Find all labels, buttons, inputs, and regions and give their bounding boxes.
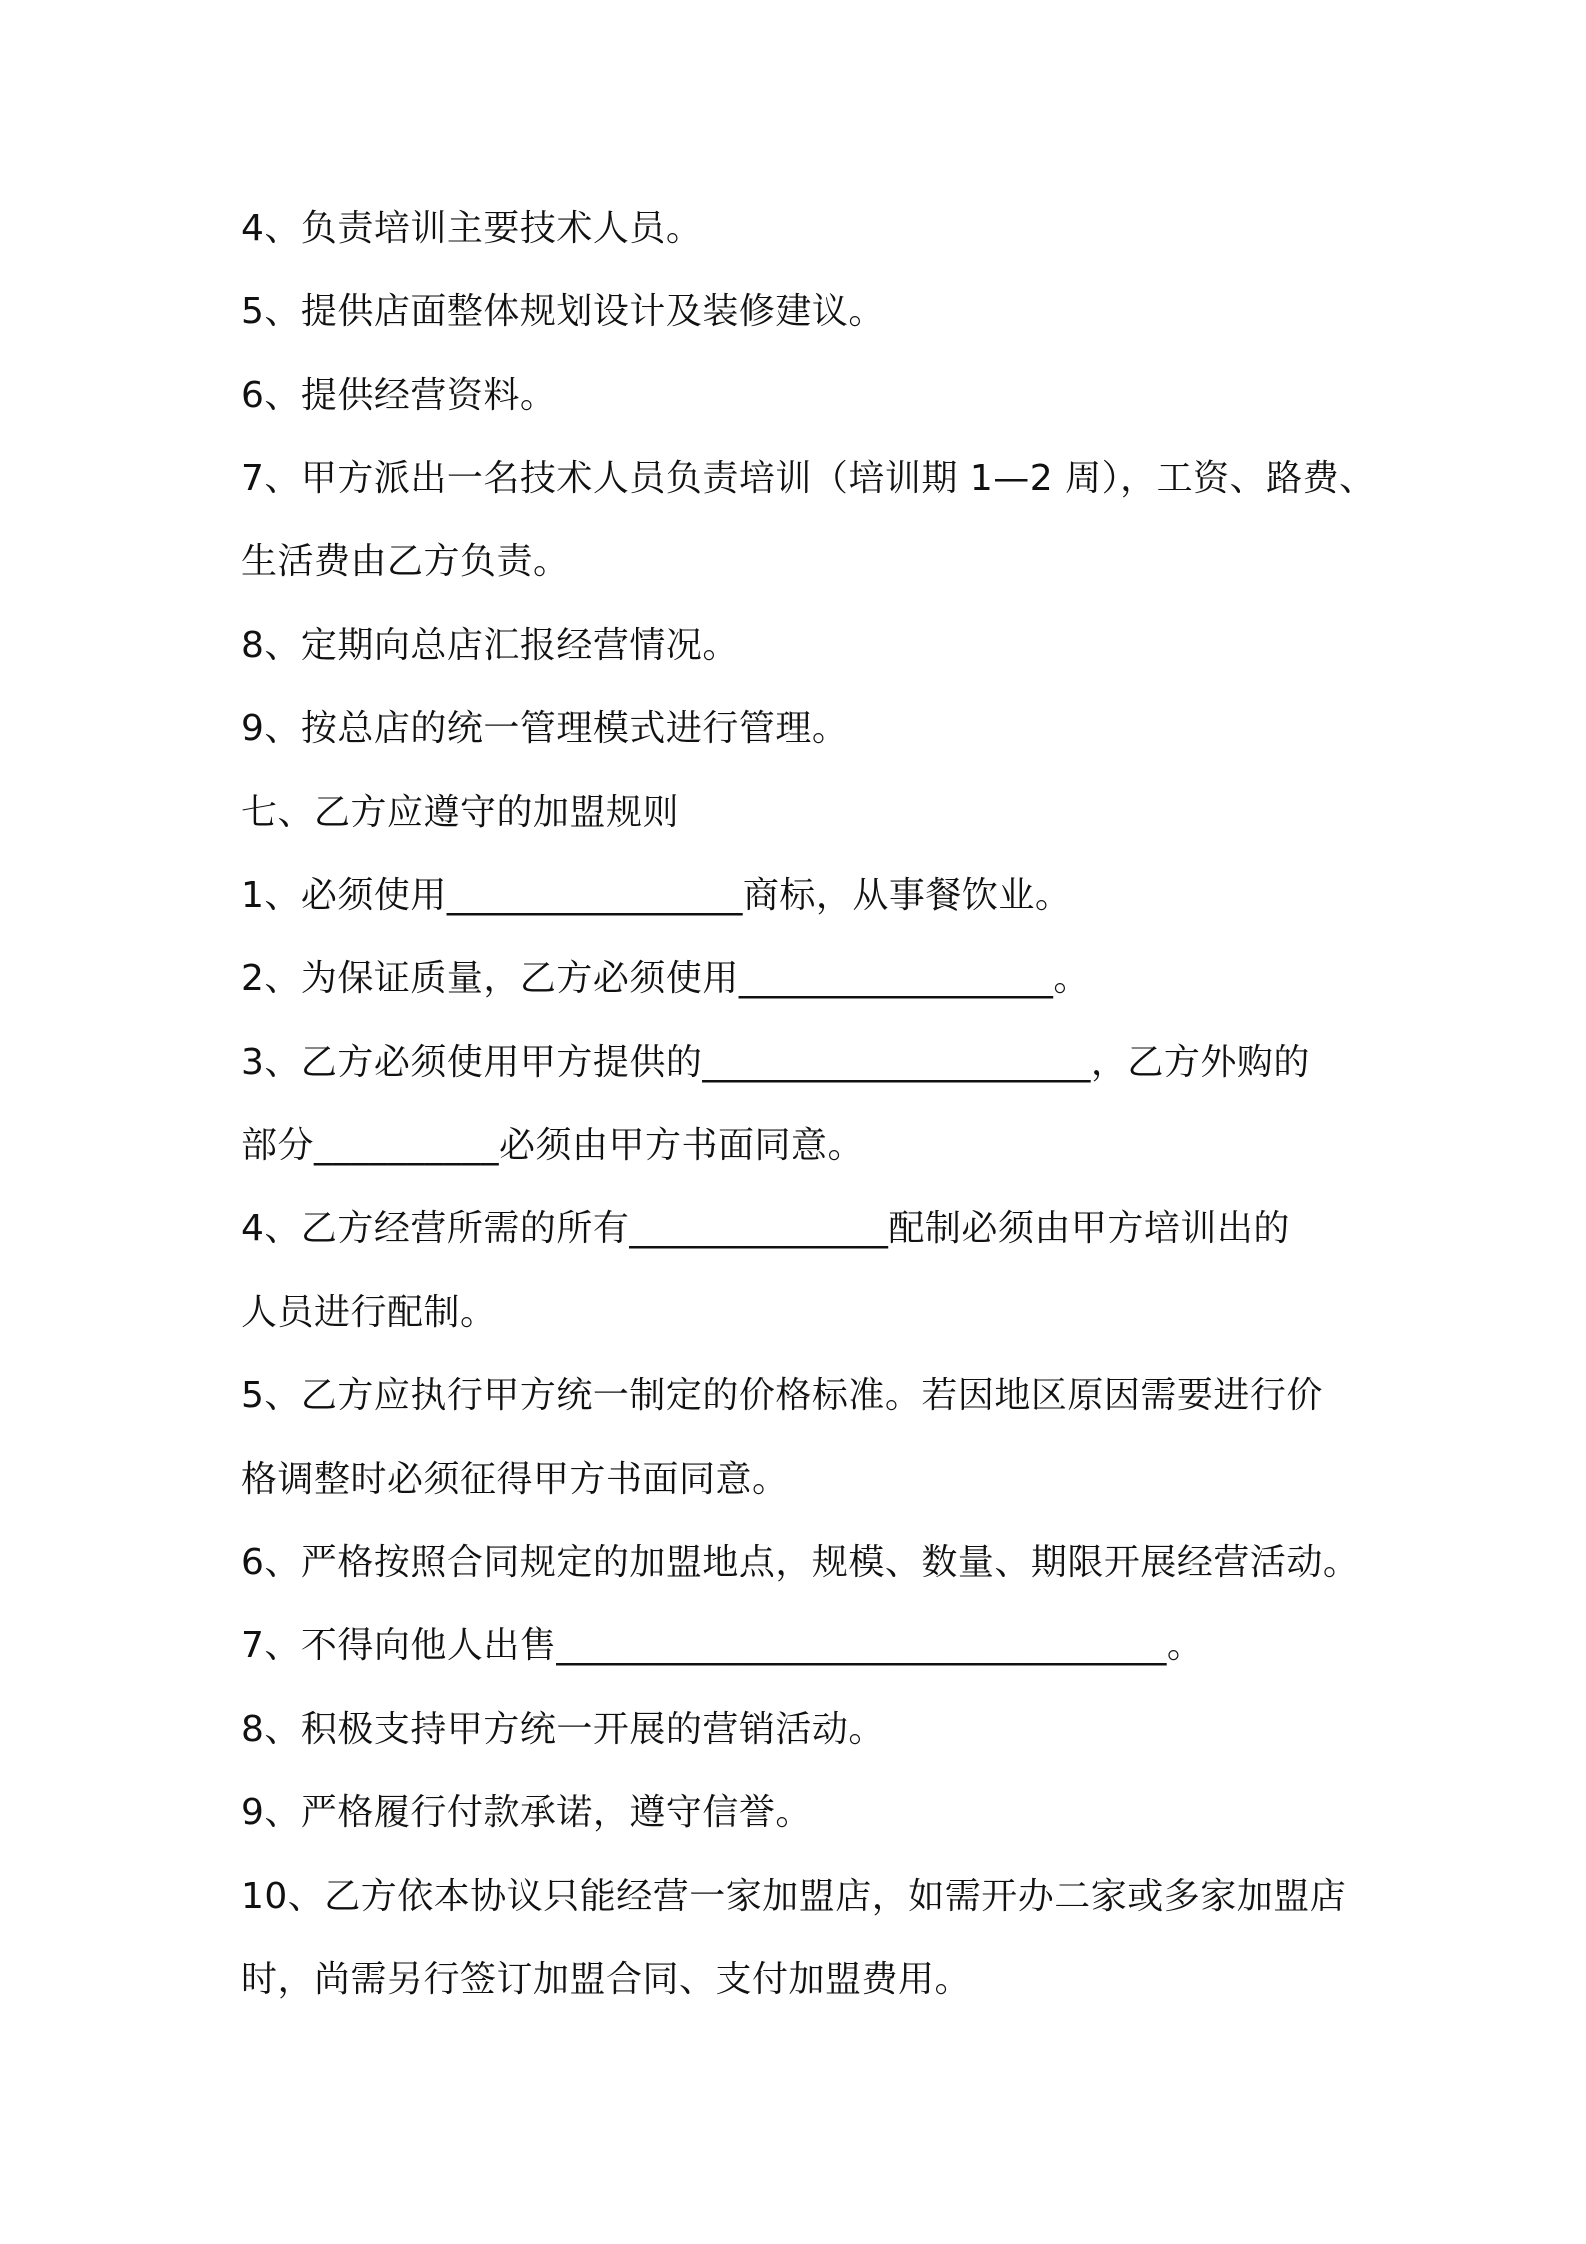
rule-5-pricing-line-1: 5、乙方应执行甲方统一制定的价格标准。若因地区原因需要进行价	[241, 1375, 1323, 1416]
rule-8-marketing: 8、积极支持甲方统一开展的营销活动。	[241, 1709, 885, 1750]
item-9-management: 9、按总店的统一管理模式进行管理。	[241, 708, 849, 749]
rule-7-no-resale: 7、不得向他人出售_________________________________。	[241, 1625, 1204, 1666]
rule-10-single-store-line-1: 10、乙方依本协议只能经营一家加盟店，如需开办二家或多家加盟店	[241, 1876, 1347, 1917]
rule-6-contract-scope: 6、严格按照合同规定的加盟地点，规模、数量、期限开展经营活动。	[241, 1542, 1360, 1583]
item-5-store-design: 5、提供店面整体规划设计及装修建议。	[241, 291, 885, 332]
rule-5-pricing-line-2: 格调整时必须征得甲方书面同意。	[241, 1459, 789, 1500]
rule-4-preparation-line-2: 人员进行配制。	[241, 1292, 497, 1333]
item-8-report: 8、定期向总店汇报经营情况。	[241, 625, 739, 666]
section-heading-rules: 七、乙方应遵守的加盟规则	[241, 792, 680, 833]
rule-10-single-store-line-2: 时，尚需另行签订加盟合同、支付加盟费用。	[241, 1959, 972, 2000]
rule-1-trademark: 1、必须使用________________商标，从事餐饮业。	[241, 875, 1072, 916]
rule-9-payment: 9、严格履行付款承诺，遵守信誉。	[241, 1792, 812, 1833]
item-6-business-materials: 6、提供经营资料。	[241, 375, 557, 416]
item-7-technician-line-2: 生活费由乙方负责。	[241, 541, 570, 582]
rule-2-quality: 2、为保证质量，乙方必须使用_________________。	[241, 958, 1090, 999]
rule-3-supplies-line-2: 部分__________必须由甲方书面同意。	[241, 1125, 865, 1166]
item-4-training: 4、负责培训主要技术人员。	[241, 208, 703, 249]
rule-4-preparation-line-1: 4、乙方经营所需的所有______________配制必须由甲方培训出的	[241, 1208, 1290, 1249]
rule-3-supplies-line-1: 3、乙方必须使用甲方提供的_____________________，乙方外购的	[241, 1042, 1310, 1083]
item-7-technician-line-1: 7、甲方派出一名技术人员负责培训（培训期 1—2 周），工资、路费、	[241, 458, 1376, 499]
